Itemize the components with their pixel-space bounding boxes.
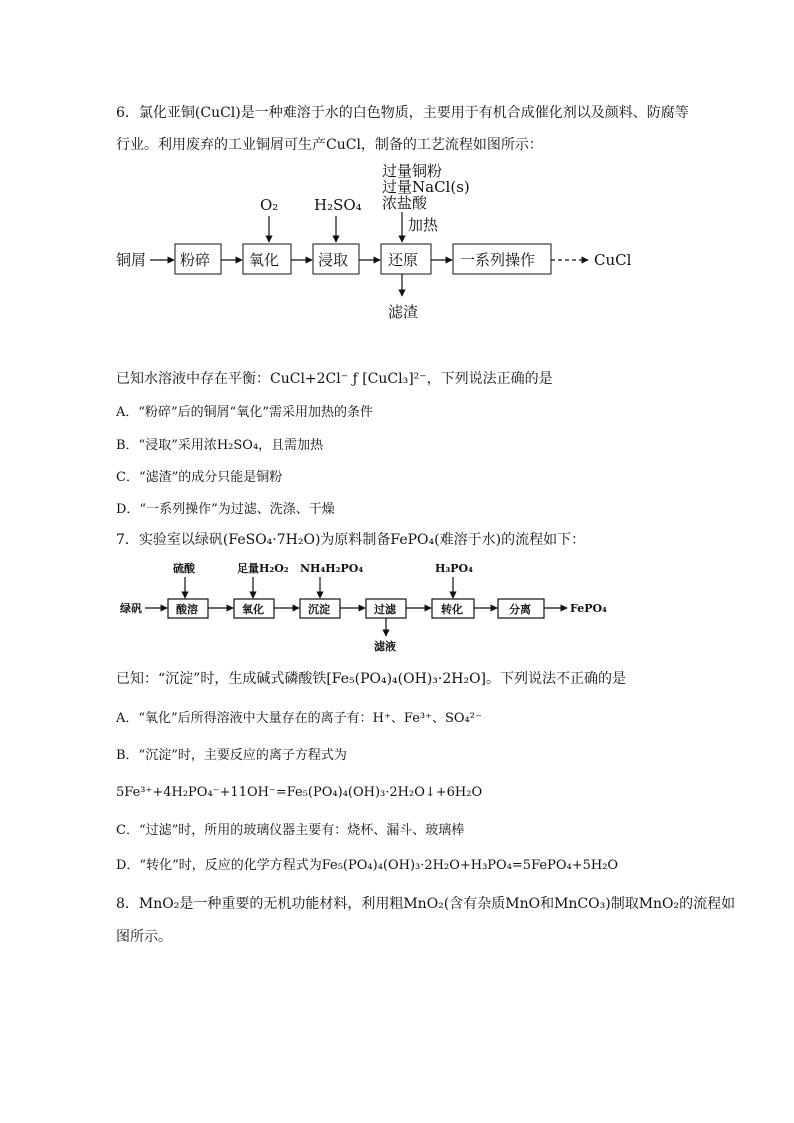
q6-reagent-h2so4: H₂SO₄ [314, 196, 362, 214]
q7-step-filter: 过滤 [374, 603, 396, 616]
q6-reagent-cu: 过量铜粉 [382, 162, 443, 180]
q7-reagent-h3po4: H₃PO₄ [435, 562, 473, 575]
q6-step-reduce: 还原 [388, 251, 419, 269]
q6-residue: 滤渣 [388, 303, 419, 321]
q7-residue: 滤液 [374, 640, 396, 653]
q6-step-leach: 浸取 [318, 251, 349, 269]
q7-reagent-h2o2: 足量H₂O₂ [237, 562, 289, 575]
q7-step-oxidize: 氧化 [242, 603, 264, 616]
q6-heat-label: 加热 [408, 216, 439, 234]
q6-input-copper: 铜屑 [116, 251, 147, 269]
q7-option-a: A．“氧化”后所得溶液中大量存在的离子有：H⁺、Fe³⁺、SO₄²⁻ [116, 711, 482, 726]
q7-option-d: D．“转化”时，反应的化学方程式为Fe₅(PO₄)₄(OH)₃·2H₂O+H₃PO₄=5FePO₄+5H₂O [116, 858, 619, 873]
q6-known: 已知水溶液中存在平衡：CuCl+2Cl⁻ ƒ [CuCl₃]²⁻，下列说法正确的是 [116, 371, 553, 387]
q6-output-cucl: CuCl [594, 251, 632, 269]
q7-step-convert: 转化 [441, 603, 463, 616]
q8-line2: 图所示。 [116, 929, 172, 945]
q6-line1: 6．氯化亚铜(CuCl)是一种难溶于水的白色物质，主要用于有机合成催化剂以及颜料、防腐等 [116, 105, 689, 121]
q7-option-b-equation: 5Fe³⁺+4H₂PO₄⁻+11OH⁻=Fe₅(PO₄)₄(OH)₃·2H₂O↓+6H₂O [116, 785, 483, 800]
q7-step-separate: 分离 [509, 603, 531, 616]
q7-reagent-acid: 硫酸 [173, 562, 195, 575]
q6-option-b: B．“浸取”采用浓H₂SO₄，且需加热 [116, 438, 324, 453]
q7-line1: 7．实验室以绿矾(FeSO₄·7H₂O)为原料制备FePO₄(难溶于水)的流程如下： [116, 532, 586, 548]
q7-option-b: B．“沉淀”时，主要反应的离子方程式为 [116, 748, 347, 763]
q7-output-fepo4: FePO₄ [570, 602, 607, 615]
q6-step-series: 一系列操作 [460, 251, 536, 269]
q6-flowchart [110, 160, 670, 330]
q7-known: 已知：“沉淀”时，生成碱式磷酸铁[Fe₅(PO₄)₄(OH)₃·2H₂O]。下列说法不正确的是 [116, 671, 627, 687]
q6-option-a: A．“粉碎”后的铜屑“氧化”需采用加热的条件 [116, 405, 373, 420]
q7-flowchart [115, 560, 615, 655]
q7-step-precipitate: 沉淀 [308, 603, 330, 616]
q7-reagent-nh4h2po4: NH₄H₂PO₄ [300, 562, 364, 575]
q6-reagent-nacl: 过量NaCl(s) [382, 178, 470, 196]
q6-step-crush: 粉碎 [180, 251, 211, 269]
q6-line2: 行业。利用废弃的工业铜屑可生产CuCl，制备的工艺流程如图所示： [116, 137, 543, 153]
q7-step-dissolve: 酸溶 [176, 603, 198, 616]
q6-reagent-o2: O₂ [260, 196, 279, 214]
q6-option-c: C．“滤渣”的成分只能是铜粉 [116, 470, 283, 485]
q6-reagent-hcl: 浓盐酸 [382, 194, 428, 212]
q6-step-oxidize: 氧化 [249, 251, 280, 269]
q8-line1: 8．MnO₂是一种重要的无机功能材料，利用粗MnO₂(含有杂质MnO和MnCO₃)制取MnO₂的流程如 [116, 896, 736, 912]
q7-input-greenvitriol: 绿矾 [120, 602, 142, 615]
q6-option-d: D．“一系列操作”为过滤、洗涤、干燥 [116, 502, 335, 517]
q7-option-c: C．“过滤”时，所用的玻璃仪器主要有：烧杯、漏斗、玻璃棒 [116, 823, 465, 838]
